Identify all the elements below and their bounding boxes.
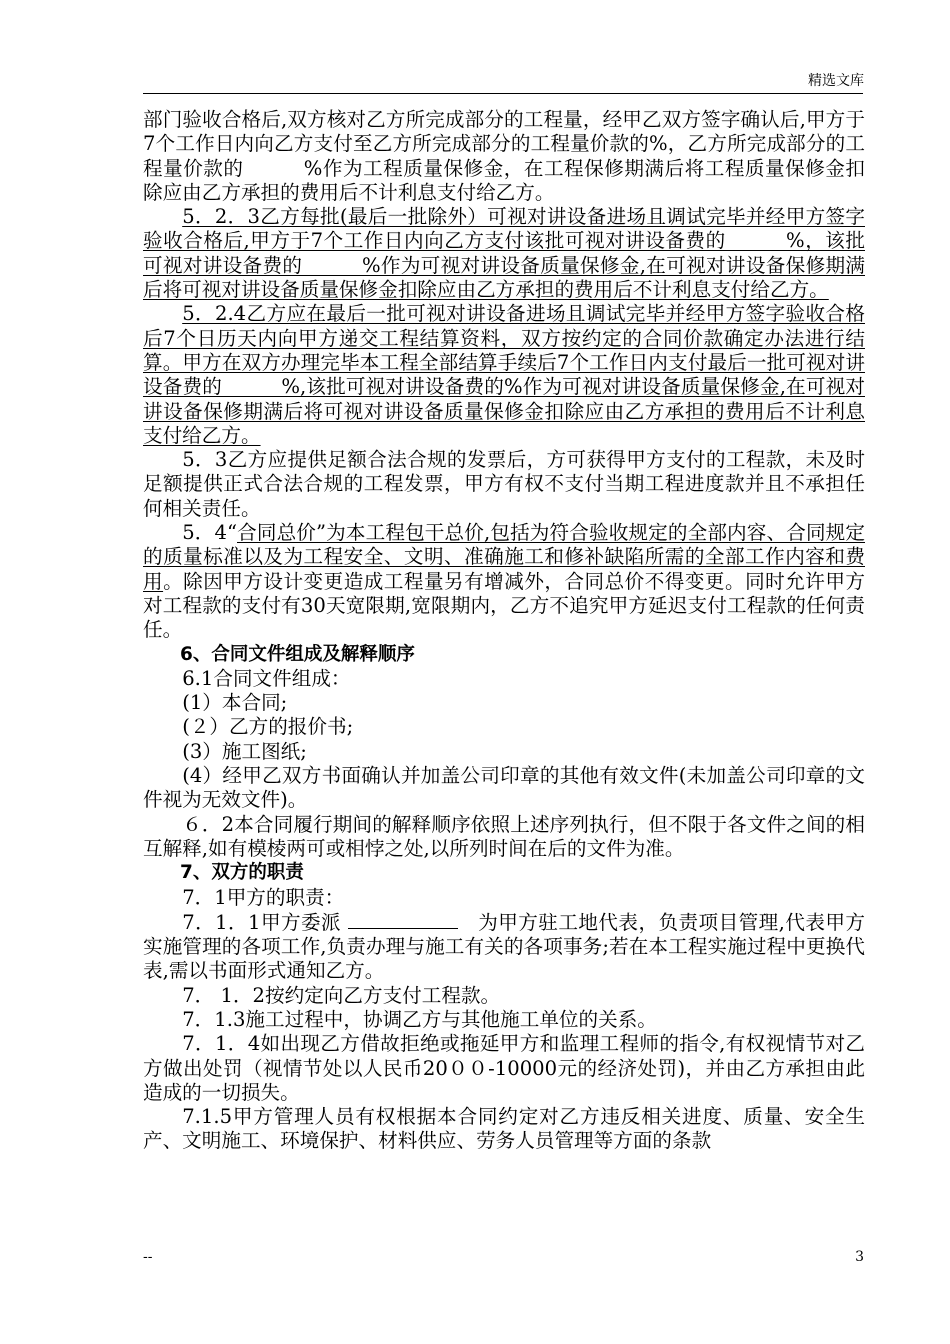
header-divider [143, 93, 863, 94]
section-heading: 6、合同文件组成及解释顺序 [180, 643, 415, 665]
paragraph: ６．2本合同履行期间的解释顺序依照上述序列执行，但不限于各文件之间的相互解释,如有模棱两可或相悖之处,以所列时间在后的文件为准。 [143, 812, 865, 860]
blank-fill-line [348, 910, 458, 929]
paragraph: 7.1.5甲方管理人员有权根据本合同约定对乙方违反相关进度、质量、安全生产、文明施工、环境保护、材料供应、劳务人员管理等方面的条款 [143, 1105, 865, 1153]
paragraph: 5．2.4乙方应在最后一批可视对讲设备进场且调试完毕并经甲方签字验收合格后7个日历天内向甲方递交工程结算资料，双方按约定的合同价款确定办法进行结算。甲方在双方办理完毕本工程全部结算手续后7个工作日内支付最后一批可视对讲设备费的 %,该批可视对讲设备费的%作为可视对讲设备质量保修金,在可视对讲设备保修期满后将可视对讲设备质量保修金扣除应由乙方承担的费用后不计利息支付给乙方。 [143, 302, 865, 447]
paragraph-suffix: 。除因甲方设计变更造成工程量另有增减外，合同总价不得变更。同时允许甲方对工程款的支付有30天宽限期,宽限期内，乙方不追究甲方延迟支付工程款的任何责任。 [143, 569, 866, 642]
section-heading: 7、双方的职责 [180, 862, 304, 884]
paragraph: 部门验收合格后,双方核对乙方所完成部分的工程量，经甲乙双方签字确认后,甲方于7个工作日内向乙方支付至乙方所完成部分的工程量价款的%，乙方所完成部分的工程量价款的 %作为工程质量保修金，在工程保修期满后将工程质量保修金扣除应由乙方承担的费用后不计利息支付给乙方。 [143, 108, 865, 204]
page-number: 3 [855, 1249, 864, 1265]
paragraph [143, 521, 865, 642]
list-item: (4）经甲乙双方书面确认并加盖公司印章的其他有效文件(未加盖公司印章的文件视为无效文件)。 [143, 764, 865, 812]
paragraph-underlined: 合同总价”为本工程包干总价,包括为符合验收规定的全部内容、合同规定的质量标准以及为工程安全、文明、准确施工和修补缺陷所需的全部工作内容和费用 [143, 521, 865, 593]
document-body [143, 108, 865, 1154]
paragraph: 7．1．4如出现乙方借故拒绝或拖延甲方和监理工程师的指令,有权视情节对乙方做出处罚（视情节处以人民币20００-10000元的经济处罚)，并由乙方承担由此造成的一切损失。 [143, 1032, 865, 1104]
paragraph-after-blank: 为甲方驻工地代表，负责项目管理,代表甲方实施管理的各项工作,负责办理与施工有关的各项事务;若在本工程实施过程中更换代表,需以书面形式通知乙方。 [143, 910, 866, 983]
list-item: (２）乙方的报价书; [182, 715, 354, 739]
paragraph: 7． 1．2按约定向乙方支付工程款。 [182, 983, 501, 1007]
paragraph: 5．2．3乙方每批(最后一批除外）可视对讲设备进场且调试完毕并经甲方签字验收合格后,甲方于7个工作日内向乙方支付该批可视对讲设备费的 %，该批可视对讲设备费的 %作为可视对讲设备质量保修金,在可视对讲设备保修期满后将可视对讲设备质量保修金扣除应由乙方承担的费用后不计利息支付给乙方。 [143, 205, 865, 302]
paragraph: 7．1甲方的职责： [182, 885, 345, 909]
list-item: (3）施工图纸; [182, 739, 307, 763]
paragraph [143, 910, 865, 984]
header-label: 精选文库 [808, 73, 864, 89]
paragraph-prefix: 5．4“ [182, 521, 237, 545]
paragraph: 6.1合同文件组成： [182, 666, 351, 690]
paragraph-before-blank: 7．1．1甲方委派 [182, 910, 342, 934]
paragraph: 7．1.3施工过程中，协调乙方与其他施工单位的关系。 [182, 1007, 657, 1031]
list-item: (1）本合同; [182, 691, 288, 715]
footer-marker: -- [143, 1249, 153, 1265]
paragraph: 5．3乙方应提供足额合法合规的发票后，方可获得甲方支付的工程款，未及时足额提供正式合法合规的工程发票，甲方有权不支付当期工程进度款并且不承担任何相关责任。 [143, 448, 865, 520]
